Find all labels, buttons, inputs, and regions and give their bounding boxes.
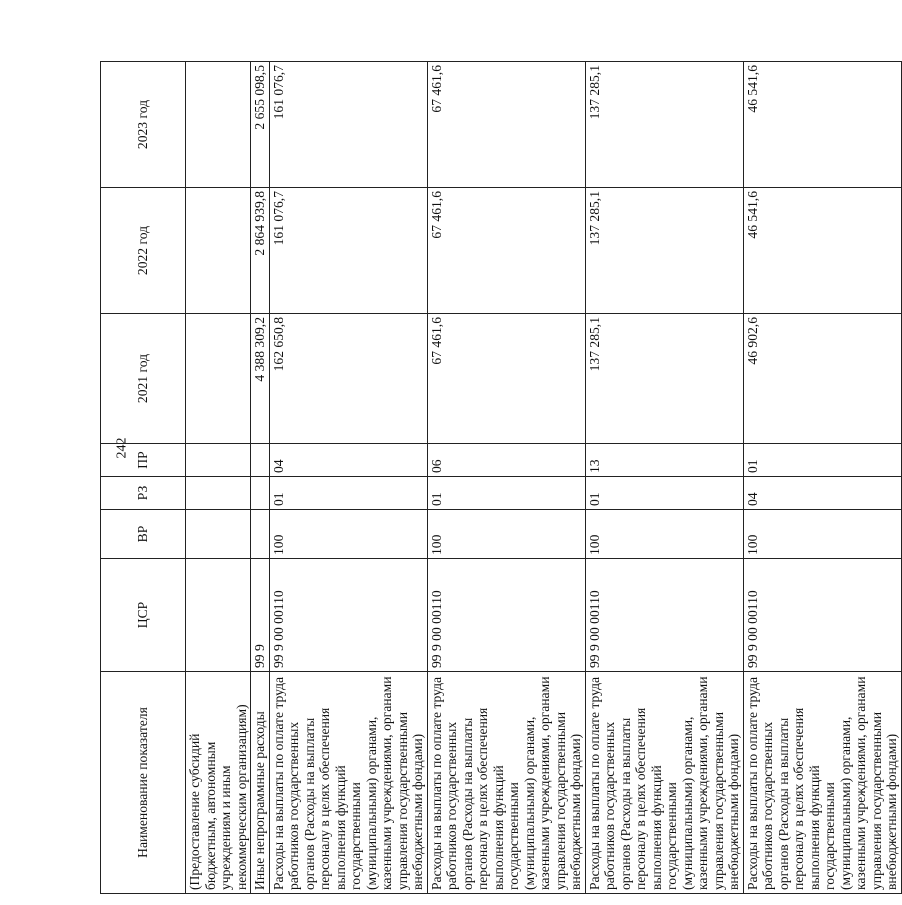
header-2022: 2022 год [101, 188, 186, 314]
row-vr [186, 510, 251, 559]
row-name: (Предоставление субсидий бюджетным, автономным учреждениям и иным некоммерческим организациям) [186, 672, 251, 894]
table-row [251, 62, 270, 894]
row-2021: 162 650,8 [269, 314, 427, 444]
budget-table [100, 61, 902, 894]
table-row [743, 62, 901, 894]
row-csr: 99 9 00 00110 [585, 559, 743, 672]
row-pr: 04 [269, 444, 427, 477]
row-2023: 161 076,7 [269, 62, 427, 188]
row-name: Расходы на выплаты по оплате труда работников государственных органов (Расходы на выплаты персоналу в целях обеспечения выполнения функций государственными (муниципальными) органами, казенными учреждениями, органами управления государственными внебюджетными фондами) [585, 672, 743, 894]
row-name: Расходы на выплаты по оплате труда работников государственных органов (Расходы на выплаты персоналу в целях обеспечения выполнения функций государственными (муниципальными) органами, казенными учреждениями, органами управления государственными внебюджетными фондами) [269, 672, 427, 894]
row-2022: 161 076,7 [269, 188, 427, 314]
row-name: Иные непрограммные расходы [251, 672, 270, 894]
row-pr [186, 444, 251, 477]
header-2021: 2021 год [101, 314, 186, 444]
row-2021 [186, 314, 251, 444]
table-row [269, 62, 427, 894]
row-csr: 99 9 [251, 559, 270, 672]
row-2023: 46 541,6 [743, 62, 901, 188]
row-2023: 67 461,6 [427, 62, 585, 188]
row-pr: 13 [585, 444, 743, 477]
budget-table-sheet [100, 62, 899, 894]
header-name: Наименование показателя [101, 672, 186, 894]
row-2023 [186, 62, 251, 188]
row-csr: 99 9 00 00110 [427, 559, 585, 672]
header-csr: ЦСР [101, 559, 186, 672]
row-2022 [186, 188, 251, 314]
row-rz: 01 [585, 477, 743, 510]
table-row [427, 62, 585, 894]
table-row [585, 62, 743, 894]
header-pr: ПР [101, 444, 186, 477]
header-2023: 2023 год [101, 62, 186, 188]
row-name: Расходы на выплаты по оплате труда работников государственных органов (Расходы на выплаты персоналу в целях обеспечения выполнения функций государственными (муниципальными) органами, казенными учреждениями, органами управления государственными внебюджетными фондами) [427, 672, 585, 894]
row-2023: 2 655 098,5 [251, 62, 270, 188]
row-csr [186, 559, 251, 672]
row-name: Расходы на выплаты по оплате труда работников государственных органов (Расходы на выплаты персоналу в целях обеспечения выполнения функций государственными (муниципальными) органами, казенными учреждениями, органами управления государственными внебюджетными фондами) [743, 672, 901, 894]
row-csr: 99 9 00 00110 [269, 559, 427, 672]
row-pr [251, 444, 270, 477]
row-rz: 01 [427, 477, 585, 510]
row-2022: 67 461,6 [427, 188, 585, 314]
row-pr: 01 [743, 444, 901, 477]
row-2022: 2 864 939,8 [251, 188, 270, 314]
row-pr: 06 [427, 444, 585, 477]
row-rz: 01 [269, 477, 427, 510]
rotated-table-container [100, 62, 899, 894]
row-vr: 100 [743, 510, 901, 559]
row-rz [251, 477, 270, 510]
row-vr: 100 [585, 510, 743, 559]
row-rz [186, 477, 251, 510]
row-2021: 137 285,1 [585, 314, 743, 444]
row-2021: 67 461,6 [427, 314, 585, 444]
row-vr: 100 [427, 510, 585, 559]
page-number: 242 [114, 437, 130, 459]
row-2021: 4 388 309,2 [251, 314, 270, 444]
table-header-row [101, 62, 186, 894]
row-2023: 137 285,1 [585, 62, 743, 188]
table-row [186, 62, 251, 894]
row-rz: 04 [743, 477, 901, 510]
row-csr: 99 9 00 00110 [743, 559, 901, 672]
header-rz: РЗ [101, 477, 186, 510]
row-2022: 137 285,1 [585, 188, 743, 314]
row-vr: 100 [269, 510, 427, 559]
row-2022: 46 541,6 [743, 188, 901, 314]
row-vr [251, 510, 270, 559]
header-vr: ВР [101, 510, 186, 559]
row-2021: 46 902,6 [743, 314, 901, 444]
